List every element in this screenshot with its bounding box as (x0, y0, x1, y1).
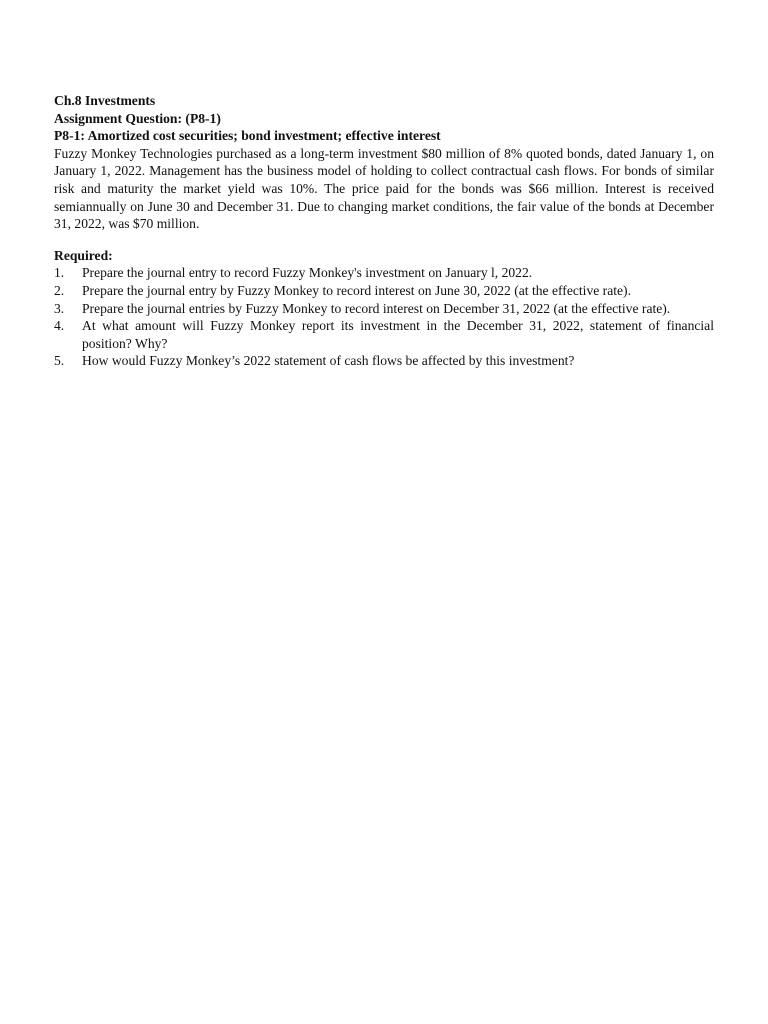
document-page (54, 92, 714, 370)
requirement-item (54, 282, 714, 300)
requirement-text: Prepare the journal entry by Fuzzy Monkey to record interest on June 30, 2022 (at the effective rate). (82, 282, 631, 298)
requirement-item (54, 300, 714, 318)
requirements-list (54, 264, 714, 370)
requirement-number: 3. (54, 300, 65, 316)
chapter-title: Ch.8 Investments (54, 93, 156, 108)
problem-title: P8-1: Amortized cost securities; bond investment; effective interest (54, 128, 441, 144)
requirement-item (54, 317, 714, 352)
assignment-title: Assignment Question: (P8-1) (54, 110, 221, 126)
requirement-number: 5. (54, 353, 65, 369)
problem-text: Fuzzy Monkey Technologies purchased as a long-term investment $80 million of 8% quoted bonds, dated January 1, on January 1, 2022. Management has the business model of holding to collect contractual cash flows. For bonds of similar risk and maturity the market yield was 10%. The price paid for the bonds was $66 million. Interest is received semiannually on June 30 and December 31. Due to changing market conditions, the fair value of the bonds at December 31, 2022, was $70 million. (54, 145, 714, 232)
requirement-text: Prepare the journal entries by Fuzzy Monkey to record interest on December 31, 2022 (at the effective rate). (82, 300, 671, 316)
requirement-text: Prepare the journal entry to record Fuzzy Monkey's investment on January l, 2022. (82, 265, 533, 281)
section-spacer (54, 233, 714, 247)
requirement-text: At what amount will Fuzzy Monkey report its investment in the December 31, 2022, statement of financial position? Why? (82, 318, 714, 351)
requirement-item (54, 264, 714, 282)
requirement-number: 1. (54, 265, 65, 281)
requirement-text: How would Fuzzy Monkey’s 2022 statement of cash flows be affected by this investment? (82, 353, 575, 369)
requirement-item (54, 352, 714, 370)
required-label: Required: (54, 247, 113, 263)
requirement-number: 2. (54, 282, 65, 298)
requirement-number: 4. (54, 318, 65, 334)
